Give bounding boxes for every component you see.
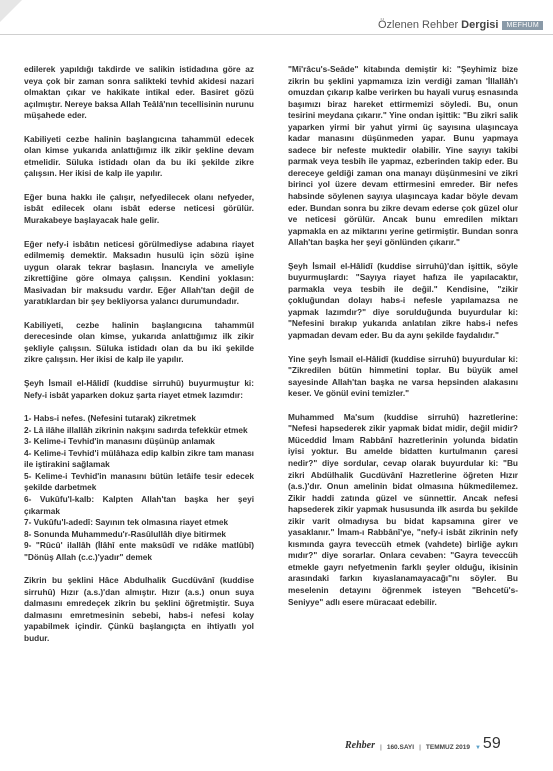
page-footer [345, 737, 501, 751]
list-item: 3- Kelime-i Tevhid'in manasını düşünüp anlamak [24, 436, 215, 447]
magazine-logo: Rehber [345, 740, 375, 751]
left-column [24, 64, 254, 657]
paragraph: Kabiliyeti, cezbe halinin başlangıcına tahammül derecesinde olan kimse, yukarıda anlattığımız ilk zikir şekliyle çalışsın. Süluka istidadı olan da bu iki şekilde zikre çalışsın. Her ikisi de kalp ile yapılır. [24, 319, 254, 365]
triangle-icon: ▼ [474, 745, 481, 751]
issue-number: 160.SAYI [386, 744, 415, 751]
paragraph: Kabiliyeti cezbe halinin başlangıcına tahammül edecek olan kimse yukarıda anlattığımız ilk zikir şekline devam etmelidir. Süluka istidadı olan da bu iki şekilde zikre çalışsın. Her ikisi de kalp ile yapılır. [24, 133, 254, 179]
header-divider [0, 34, 553, 35]
list-item: 7- Vukûfu'l-adedî: Sayının tek olmasına riayet etmek [24, 517, 229, 528]
paragraph: edilerek yapıldığı takdirde ve salikin istidadına göre az veya çok bir zaman sonra salikteki tevhid akidesi nazari olmaktan çıkar ve hakikate intikal eder. Basiret gözü açılmıştır. Nereye baksa Allah Teâlâ'nın tecellisinin nurunu müşahede eder. [24, 64, 254, 121]
paragraph: Muhammed Ma'sum (kuddise sirruhû) hazretlerine: "Nefesi hapsederek zikir yapmak bidat midir, değil midir? Müceddid İmam Rabbânî hazretlerinin yolunda bidatin iyisi yoktur. Bu amelde bidatten kurtulmanın çaresi nedir?" diye sordular, cevap olarak buyurdular ki: "Bu zikri Abdülhalik Gucdüvânî Hazretlerine öğreten Hızır (a.s.)'dır. Onun amelinin bidat olmasına hükmedilemez. Zikir haddi zatında güzel ve sünnettir. Ancak nefesi hapsederek zikir yapmak hususunda ilk asırda bu şekilde zikir varit olmadıysa bu bidat kapsamına girer ve yasaklanır." İmam-ı Rabbânî'ye, "nefy-i isbât zikrinin nefy kısmında gayra teveccüh etmek (vahdete) birliğe aykırı mıdır?" diye sorarlar. Onlara cevaben: "Gayra teveccüh etmekle gayrı nefyetmenin farklı şeyler olduğu, ikisinin arasındaki farkın kıyaslanamayacağı"nı söyler. Bu meselenin detayını öğrenmek isteyen "Behcetü's-Seniyye" adlı esere müracaat edebilir. [288, 411, 518, 607]
page-header [378, 18, 543, 32]
paragraph: Zikrin bu şeklini Hâce Abdulhalik Gucdüvânî (kuddise sirruhû) Hızır (a.s.)'dan almıştır. Hızır (a.s.) onun suya dalmasını emredeçek zikrin bu şeklini öğretmiştir. Suya dalmasını emretmesinin sebebi, habs-i nefesi kolay yapabilmek içindir. Çünkü başlangıçta en ihtiyatlı yol budur. [24, 575, 254, 643]
list-item: 2- Lâ ilâhe illallâh zikrinin nakşını sadırda tefekkür etmek [24, 424, 248, 435]
list-item: 6- Vukûfu'l-kalb: Kalpten Allah'tan başka her şeyi çıkarmak [24, 493, 254, 516]
paragraph: Eğer nefy-i isbâtın neticesi görülmediyse adabına riayet edilmemiş demektir. Maksadın husulü için sözü işine uygun olarak tekrar başlasın. İnancıyla ve ameliyle zikrettiğine göre olmaya çalışsın. Kendini yoklasın: Masivadan bir maksudu vardır. Eğer Allah'tan değil de yaratıklardan bir şey bekliyorsa yalancı durumundadır. [24, 238, 254, 307]
list-item: 4- Kelime-i Tevhid'i mülâhaza edip kalbin zikre tam manası ile iştirakini sağlamak [24, 447, 254, 470]
conditions-list [24, 413, 254, 563]
magazine-title: Özlenen Rehber Dergisi [378, 19, 499, 31]
corner-decoration [0, 0, 22, 22]
list-item: 5- Kelime-i Tevhid'in manasını bütün letâife tesir edecek şekilde darbetmek [24, 470, 254, 493]
paragraph: Şeyh İsmail el-Hâlidî (kuddise sirruhû)'dan işittik, söyle buyurmuşlardı: "Sayıya riayet hafıza ile yapılacaktır, parmakla veya tesbih ile değil." Kendisine, "zikir çokluğundan dolayı habs-i nefesle yapılamazsa ne yapmak lazımdır?" diye sorulduğunda buyurdular ki: "Nefesini bırakıp yukarıda anlatılan zikre habs-i nefes yapmadan devam eder. Bu da aynı şekilde faydalıdır." [288, 260, 518, 341]
page-number: 59 [482, 735, 501, 752]
issue-date: TEMMUZ 2019 [425, 744, 470, 751]
list-item: 9- "Rûcû' ilallâh (İlâhî ente maksûdî ve rıdâke matlûbî) "Dönüş Allah (c.c.)'yadır" demek [24, 540, 254, 562]
footer-separator: | [380, 744, 382, 751]
right-column [288, 64, 518, 620]
footer-separator: | [419, 744, 421, 751]
list-item: 8- Sonunda Muhammedu'r-Rasûlullâh diye bitirmek [24, 528, 227, 539]
paragraph: Eğer buna hakkı ile çalışır, nefyedilecek olanı nefyeder, isbât edilecek olanı isbât ederse neticesi görülür. Murakabeye başlayacak hale gelir. [24, 191, 254, 226]
paragraph: "Mi'râcu's-Seâde" kitabında demiştir ki: "Şeyhimiz bize zikrin bu şeklini yapmamıza izin verdiği zaman 'İllallâh'ı omuzdan çıkarıp kalbe verirken bu hayali vuruş esnasında başımızı biraz hareket ettirmemizi söyledi. Bu, onun tesirini meydana çıkarır." Yine ondan işittik: "Bu zikri salik yaparken yirmi bir yahut yirmi üç sayısına ulaşıncaya kadar manasını düşünmeden yapar. Bunu yapmaya sadece bir nefeste muktedir olabilir. Yine sayıyı takibi parmak veya tesbih ile yapmaz, ezberinden takip eder. Bu dereceye geldiği zaman ona manayı düşünmesini ve zikri birinci yol üzere devam ettirmesini emreder. Bir nefes habsinde söylenen sayıya ulaşıncaya kadar böyle devam eder. Bundan sonra bu zikre devam ederse çok güzel olur ve neticesi görülür. Ancak bunu emredilen miktarı yapmakla en az miktarını yerine getirmiştir. Bundan sonra Allah'tan başka her şeyi gönlünden çıkarır." [288, 64, 518, 248]
paragraph: Şeyh İsmail el-Hâlidî (kuddise sirruhû) buyurmuştur ki: Nefy-i isbât yaparken dokuz şarta riayet etmek lazımdır: [24, 378, 254, 400]
list-item: 1- Habs-i nefes. (Nefesini tutarak) zikretmek [24, 413, 196, 424]
section-badge: MEFHUM [502, 21, 543, 30]
paragraph: Yine şeyh İsmail el-Hâlidî (kuddise sirruhû) buyurdular ki: "Zikredilen bütün himmetini toplar. Bu büyük amel sayesinde Allah'tan başka ne varsa hepsinden alakasını keser. Ve gönül evini temizler." [288, 353, 518, 399]
